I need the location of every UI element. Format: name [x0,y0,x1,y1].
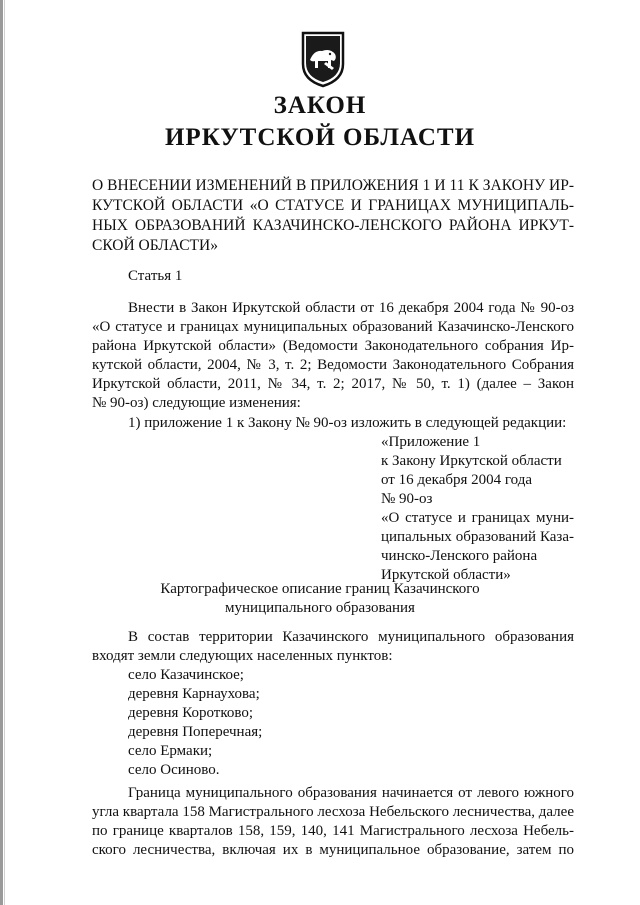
law-subtitle: ИРКУТСКОЙ ОБЛАСТИ [164,124,476,151]
appendix-line-8: Иркутской области» [381,567,511,583]
body-line-2: «О статусе и границах муниципальных образований Казачинско-Ленского [92,319,574,335]
body-line-1: Внести в Закон Иркутской области от 16 декабря 2004 года № 90-оз [128,300,574,316]
appendix-line-6: ципальных образований Каза- [381,529,574,545]
coat-of-arms-icon [300,30,346,88]
body-line-3: района Иркутской области» (Ведомости Законодательного собрания Ир- [92,338,574,354]
composition-line-2: входят земли следующих населенных пунктов: [92,648,393,664]
border-line-3: по границе кварталов 158, 159, 140, 141 Магистрального лесхоза Небель- [92,823,574,839]
appendix-line-2: к Закону Иркутской области [381,453,562,469]
appendix-line-1: «Приложение 1 [381,434,481,450]
settlement-item: село Ермаки; [128,743,213,759]
body-line-6: № 90-оз) следующие изменения: [92,395,301,411]
body-line-5: Иркутской области, 2011, № 34, т. 2; 2017, № 50, т. 1) (далее – Закон [92,376,574,392]
article-number: Статья 1 [128,268,183,284]
settlement-item: село Осиново. [128,762,220,778]
item-1: 1) приложение 1 к Закону № 90-оз изложить в следующей редакции: [128,415,567,431]
subheading-line-2: муниципального образования [225,600,415,616]
appendix-line-7: чинско-Ленского района [381,548,538,564]
border-line-4: ского лесничества, включая их в муниципальное образование, затем по [92,842,574,858]
settlement-item: село Казачинское; [128,667,244,683]
composition-line-1: В состав территории Казачинского муниципального образования [128,629,574,645]
appendix-line-4: № 90-оз [381,491,433,507]
heading-line-4: СКОЙ ОБЛАСТИ» [92,237,218,254]
settlement-item: деревня Карнаухова; [128,686,260,702]
border-line-2: угла квартала 158 Магистрального лесхоза Небельского лесничества, далее [92,804,574,820]
settlement-item: деревня Коротково; [128,705,253,721]
subheading-line-1: Картографическое описание границ Казачинского [160,581,480,597]
appendix-line-3: от 16 декабря 2004 года [381,472,533,488]
heading-line-1: О ВНЕСЕНИИ ИЗМЕНЕНИЙ В ПРИЛОЖЕНИЯ 1 И 11 К ЗАКОНУ ИР- [92,177,574,194]
appendix-line-5: «О статусе и границах муни- [381,510,574,526]
body-line-4: кутской области, 2004, № 3, т. 2; Ведомости Законодательного Собрания [92,357,574,373]
law-title: ЗАКОН [273,92,367,119]
settlement-item: деревня Поперечная; [128,724,263,740]
border-line-1: Граница муниципального образования начинается от левого южного [128,785,574,801]
heading-line-2: КУТСКОЙ ОБЛАСТИ «О СТАТУСЕ И ГРАНИЦАХ МУНИЦИПАЛЬ- [92,197,574,214]
heading-line-3: НЫХ ОБРАЗОВАНИЙ КАЗАЧИНСКО-ЛЕНСКОГО РАЙОНА ИРКУТ- [92,217,574,234]
